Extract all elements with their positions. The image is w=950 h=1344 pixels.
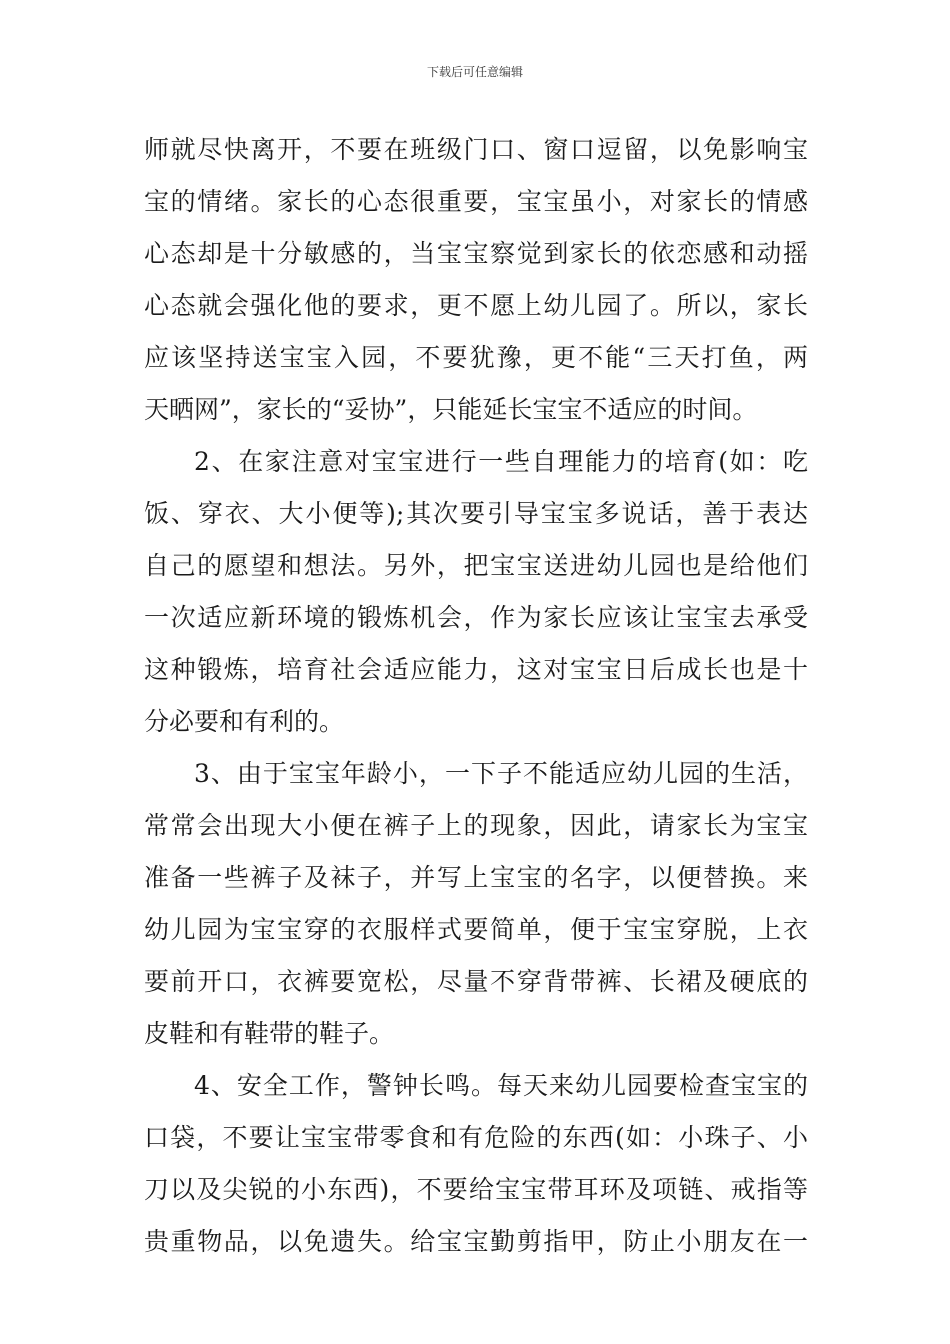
paragraph-3-first-line: 3、由于宝宝年龄小，一下子不能适应幼儿园的生活， [194, 759, 808, 788]
text-line: 贵重物品，以免遗失。给宝宝勤剪指甲，防止小朋友在一 [144, 1227, 808, 1256]
text-line: 心态就会强化他的要求，更不愿上幼儿园了。所以，家长 [144, 291, 808, 320]
text-line: 自己的愿望和想法。另外，把宝宝送进幼儿园也是给他们 [144, 551, 808, 580]
text-line: 饭、穿衣、大小便等);其次要引导宝宝多说话，善于表达 [144, 499, 808, 528]
text-line: 天晒网”，家长的“妥协”，只能延长宝宝不适应的时间。 [144, 395, 758, 424]
text-line: 宝的情绪。家长的心态很重要，宝宝虽小，对家长的情感 [144, 187, 808, 216]
paragraph-2-first-line: 2、在家注意对宝宝进行一些自理能力的培育(如：吃 [194, 447, 808, 476]
document-body [144, 124, 808, 1268]
text-line: 师就尽快离开，不要在班级门口、窗口逗留，以免影响宝 [144, 135, 808, 164]
text-line: 这种锻炼，培育社会适应能力，这对宝宝日后成长也是十 [144, 655, 808, 684]
page-header: 下载后可任意编辑 [426, 65, 523, 79]
paragraph-4-first-line: 4、安全工作，警钟长鸣。每天来幼儿园要检查宝宝的 [194, 1071, 808, 1100]
text-line: 应该坚持送宝宝入园，不要犹豫，更不能“三天打鱼，两 [144, 343, 808, 372]
text-line: 心态却是十分敏感的，当宝宝察觉到家长的依恋感和动摇 [144, 239, 808, 268]
text-line: 一次适应新环境的锻炼机会，作为家长应该让宝宝去承受 [144, 603, 808, 632]
text-line: 准备一些裤子及袜子，并写上宝宝的名字，以便替换。来 [144, 863, 808, 892]
text-line: 皮鞋和有鞋带的鞋子。 [144, 1019, 395, 1048]
text-line: 分必要和有利的。 [144, 707, 345, 736]
text-line: 刀以及尖锐的小东西)，不要给宝宝带耳环及项链、戒指等 [144, 1175, 808, 1204]
text-line: 要前开口，衣裤要宽松，尽量不穿背带裤、长裙及硬底的 [144, 967, 808, 996]
text-line: 常常会出现大小便在裤子上的现象，因此，请家长为宝宝 [144, 811, 808, 840]
text-line: 幼儿园为宝宝穿的衣服样式要简单，便于宝宝穿脱，上衣 [144, 915, 808, 944]
text-line: 口袋，不要让宝宝带零食和有危险的东西(如：小珠子、小 [144, 1123, 808, 1152]
